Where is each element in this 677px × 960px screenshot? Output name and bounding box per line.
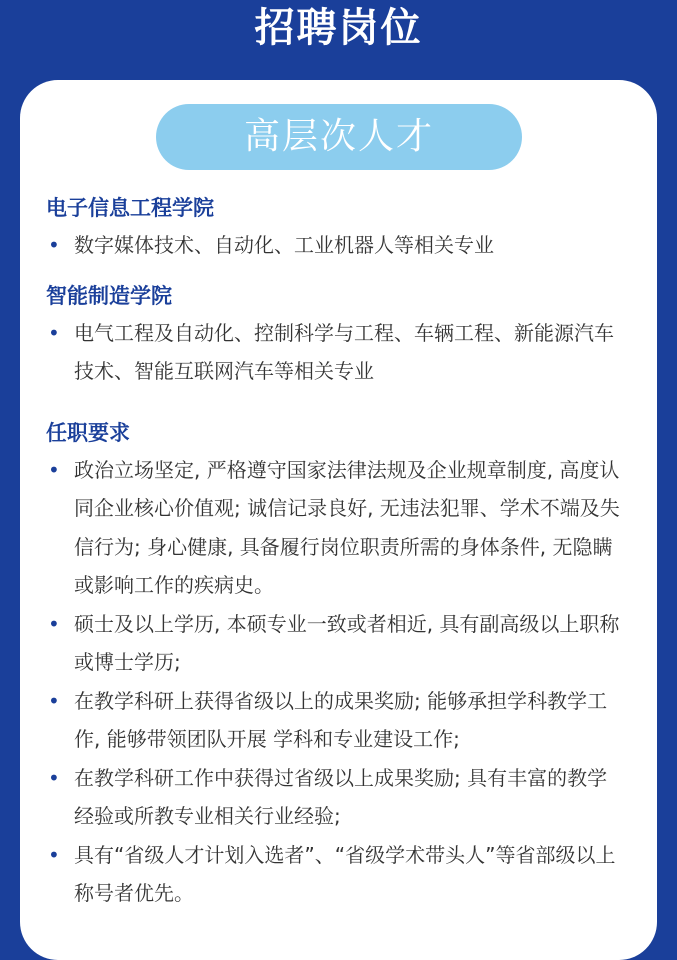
bullet-icon: • — [48, 233, 60, 257]
page-title: 招聘岗位 — [254, 5, 423, 51]
bullet-icon: • — [48, 320, 60, 345]
bullet-icon: • — [48, 457, 60, 482]
requirements-list — [46, 451, 626, 913]
list-item — [46, 605, 626, 682]
bullet-icon: • — [48, 688, 60, 713]
section-heading-manufacturing: 智能制造学院 — [46, 283, 172, 308]
section-heading-electronics: 电子信息工程学院 — [46, 196, 214, 220]
list-item — [46, 314, 626, 391]
list-item-text: 电气工程及自动化、控制科学与工程、车辆工程、新能源汽车技术、智能互联网汽车等相关专业 — [74, 320, 614, 383]
list-item-text: 在教学科研工作中获得过省级以上成果奖励; 具有丰富的教学经验或所教专业相关行业经验; — [74, 765, 608, 828]
section-heading-requirements: 任职要求 — [46, 420, 130, 445]
list-item — [46, 836, 626, 913]
list-item — [46, 759, 626, 836]
list-item — [46, 451, 626, 605]
bullet-icon: • — [48, 765, 60, 790]
electronics-majors-list — [46, 226, 626, 265]
list-item-text: 在教学科研上获得省级以上的成果奖励; 能够承担学科教学工作, 能够带领团队开展 学科和专业建设工作; — [74, 688, 608, 751]
list-item — [46, 682, 626, 759]
job-card — [20, 80, 657, 960]
list-item-text: 硕士及以上学历, 本硕专业一致或者相近, 具有副高级以上职称或博士学历; — [74, 611, 620, 674]
list-item-text: 政治立场坚定, 严格遵守国家法律法规及企业规章制度, 高度认同企业核心价值观; 诚信记录良好, 无违法犯罪、学术不端及失信行为; 身心健康, 具备履行岗位职责所需的身体条件, 无隐瞒或影响工作的疾病史。 — [74, 457, 620, 597]
list-item-text: 数字媒体技术、自动化、工业机器人等相关专业 — [74, 233, 494, 257]
category-badge: 高层次人才 — [156, 104, 522, 170]
bullet-icon: • — [48, 842, 60, 867]
list-item-text: 具有“省级人才计划入选者”、“省级学术带头人”等省部级以上称号者优先。 — [74, 842, 616, 905]
card-content — [46, 192, 626, 913]
list-item — [46, 226, 626, 265]
bullet-icon: • — [48, 611, 60, 636]
manufacturing-majors-list — [46, 314, 626, 391]
